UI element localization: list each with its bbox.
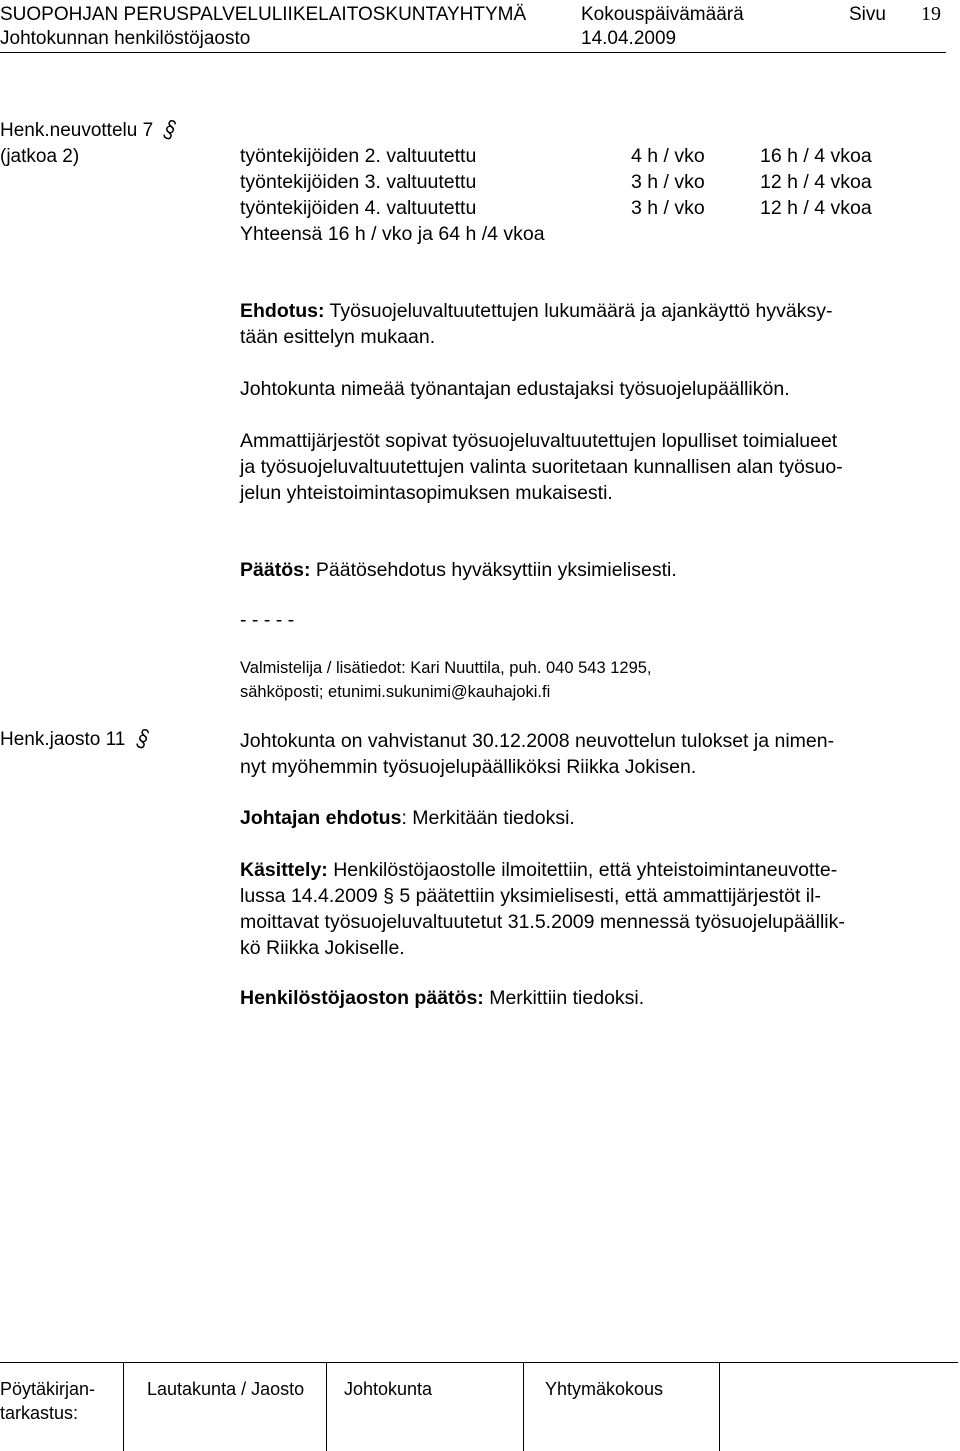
page-label: Sivu xyxy=(849,4,886,25)
preparer-line-2: sähköposti; etunimi.sukunimi@kauhajoki.fi xyxy=(240,683,551,701)
footer-col-board: Lautakunta / Jaosto xyxy=(147,1379,305,1399)
unions-line-1: Ammattijärjestöt sopivat työsuojeluvaltuutettujen lopulliset toimialueet xyxy=(240,430,838,452)
subcommittee-decision-label: Henkilöstöjaoston päätös: xyxy=(240,987,484,1009)
org-name: SUOPOHJAN PERUSPALVELULIIKELAITOSKUNTAYHTYMÄ xyxy=(0,4,527,25)
unions-line-3: jelun yhteistoimintasopimuksen mukaisesti. xyxy=(240,482,613,504)
section-sign-icon: § xyxy=(132,724,152,755)
subcommittee-decision xyxy=(240,985,644,1011)
unions-line-2: ja työsuojeluvaltuutettujen valinta suoritetaan kunnallisen alan työsuo- xyxy=(240,456,843,478)
footer-divider-2 xyxy=(326,1363,327,1451)
intro-line-1: Johtokunta on vahvistanut 30.12.2008 neuvottelun tulokset ja nimen- xyxy=(240,730,835,752)
allocation-row-3-who: työntekijöiden 4. valtuutettu xyxy=(240,197,477,219)
section-title-henk-jaosto xyxy=(0,724,152,755)
footer-col-directors: Johtokunta xyxy=(344,1379,433,1399)
preparer-info xyxy=(240,656,940,704)
proposal-line-2: tään esittelyn mukaan. xyxy=(240,326,436,348)
footer-rule xyxy=(0,1362,958,1363)
meeting-date: 14.04.2009 xyxy=(581,28,677,49)
director-label: Johtajan ehdotus xyxy=(240,807,402,829)
handling-line-4: kö Riikka Jokiselle. xyxy=(240,937,405,959)
handling-line-3: moittavat työsuojeluvaltuutetut 31.5.2009 mennessä työsuojelupäällik- xyxy=(240,911,845,933)
preparer-line-1: Valmistelija / lisätiedot: Kari Nuuttila, puh. 040 543 1295, xyxy=(240,659,652,677)
handling-label: Käsittely: xyxy=(240,859,328,881)
handling-line-1: Henkilöstöjaostolle ilmoitettiin, että yhteistoimintaneuvotte- xyxy=(327,859,838,881)
footer-divider-4 xyxy=(719,1363,720,1451)
footer-review-label-1: Pöytäkirjan- xyxy=(0,1379,96,1399)
decision-line xyxy=(240,557,677,583)
director-text: : Merkitään tiedoksi. xyxy=(401,807,575,829)
board-line: Johtokunta nimeää työnantajan edustajaksi työsuojelupäällikön. xyxy=(240,378,790,400)
continued-label: (jatkoa 2) xyxy=(0,146,80,167)
proposal-paragraph xyxy=(240,298,940,350)
footer-review-label-2: tarkastus: xyxy=(0,1403,79,1423)
header-rule xyxy=(0,52,946,53)
director-proposal xyxy=(240,805,575,831)
allocation-row-2-who: työntekijöiden 3. valtuutettu xyxy=(240,171,477,193)
handling-paragraph xyxy=(240,857,940,961)
section-title-henk-neuvottelu xyxy=(0,115,180,146)
committee-name: Johtokunnan henkilöstöjaosto xyxy=(0,28,251,49)
handling-line-2: lussa 14.4.2009 § 5 päätettiin yksimielisesti, että ammattijärjestöt il- xyxy=(240,885,821,907)
section-title-text: Henk.neuvottelu 7 xyxy=(0,120,154,141)
footer-divider-1 xyxy=(123,1363,124,1451)
allocation-row-3-weekly: 3 h / vko xyxy=(631,197,705,219)
decision-label: Päätös: xyxy=(240,559,311,581)
intro-paragraph xyxy=(240,728,940,780)
allocation-row-2-weekly: 3 h / vko xyxy=(631,171,705,193)
decision-text: Päätösehdotus hyväksyttiin yksimielisesti. xyxy=(310,559,677,581)
proposal-line-1: Työsuojeluvaltuutettujen lukumäärä ja ajankäyttö hyväksy- xyxy=(324,300,833,322)
unions-paragraph xyxy=(240,428,940,506)
footer-col-assembly: Yhtymäkokous xyxy=(545,1379,664,1399)
section-sign-icon: § xyxy=(160,115,180,146)
footer-divider-3 xyxy=(523,1363,524,1451)
separator-dashes: - - - - - xyxy=(240,609,295,631)
intro-line-2: nyt myöhemmin työsuojelupäälliköksi Riikka Jokisen. xyxy=(240,756,697,778)
allocation-row-1-period: 16 h / 4 vkoa xyxy=(760,145,872,167)
allocation-total: Yhteensä 16 h / vko ja 64 h /4 vkoa xyxy=(240,223,545,245)
page-number: 19 xyxy=(921,3,941,25)
date-label: Kokouspäivämäärä xyxy=(581,4,744,25)
section-title-text: Henk.jaosto 11 xyxy=(0,729,126,750)
allocation-row-1-who: työntekijöiden 2. valtuutettu xyxy=(240,145,477,167)
allocation-row-2-period: 12 h / 4 vkoa xyxy=(760,171,872,193)
allocation-row-1-weekly: 4 h / vko xyxy=(631,145,705,167)
proposal-label: Ehdotus: xyxy=(240,300,325,322)
allocation-row-3-period: 12 h / 4 vkoa xyxy=(760,197,872,219)
subcommittee-decision-text: Merkittiin tiedoksi. xyxy=(483,987,645,1009)
